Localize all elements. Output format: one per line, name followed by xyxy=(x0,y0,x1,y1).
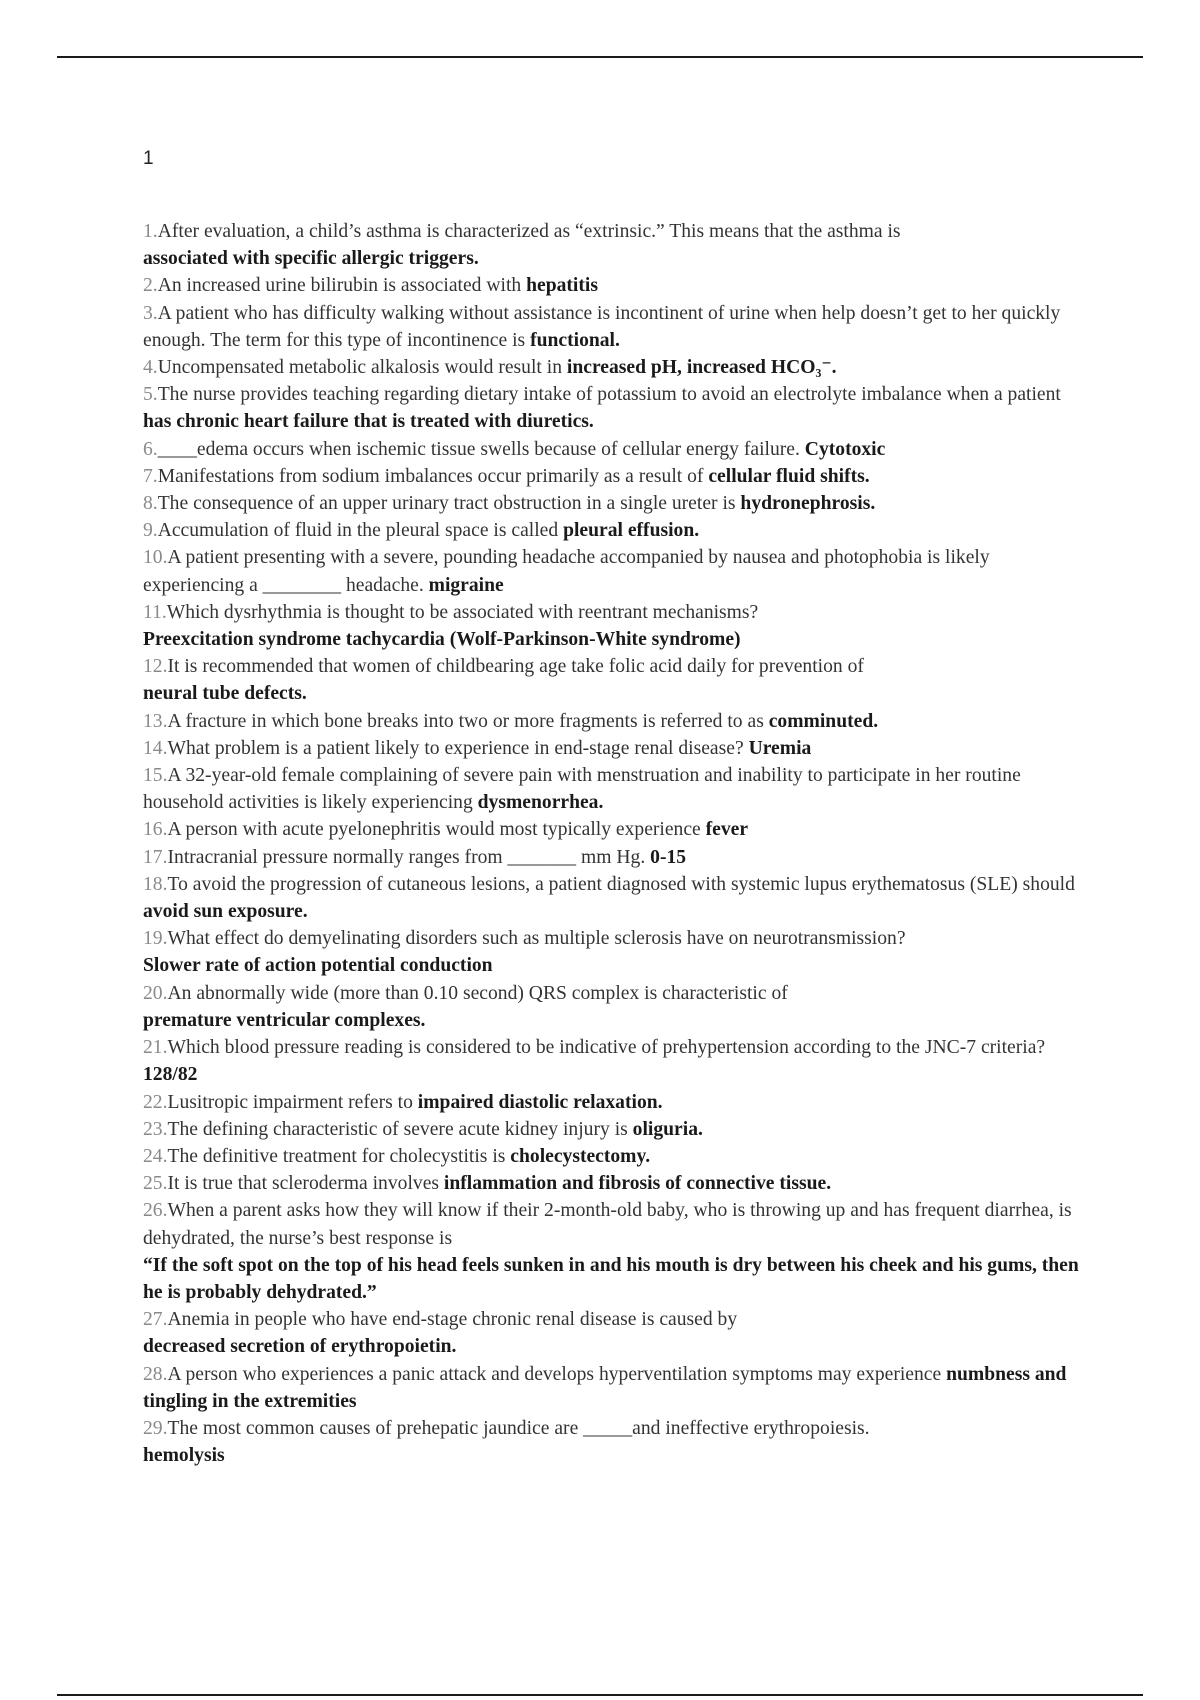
answer-text: pleural effusion. xyxy=(563,520,700,542)
question-text: What problem is a patient likely to experience in end-stage renal disease? xyxy=(167,737,749,759)
answer-text: dysmenorrhea. xyxy=(477,792,604,814)
question-number: 6. xyxy=(143,438,158,460)
question-item xyxy=(143,816,1093,843)
question-text: An increased urine bilirubin is associated with xyxy=(157,275,527,297)
question-item xyxy=(143,436,1093,463)
question-item xyxy=(143,925,1093,979)
question-number: 25. xyxy=(143,1173,168,1195)
question-number: 2. xyxy=(143,275,158,297)
question-item xyxy=(143,1170,1093,1197)
question-text: The consequence of an upper urinary tract obstruction in a single ureter is xyxy=(157,493,741,515)
question-item xyxy=(143,354,1093,381)
question-list xyxy=(143,218,1093,1469)
question-number: 15. xyxy=(143,765,168,787)
question-text: A person who experiences a panic attack and develops hyperventilation symptoms may experience xyxy=(167,1363,947,1385)
question-item xyxy=(143,218,1093,272)
answer-text: functional. xyxy=(530,329,620,351)
question-number: 23. xyxy=(143,1118,168,1140)
question-text: After evaluation, a child’s asthma is characterized as “extrinsic.” This means that the asthma is xyxy=(157,221,901,242)
question-item xyxy=(143,1197,1093,1306)
answer-text: premature ventricular complexes. xyxy=(143,1009,426,1031)
question-item xyxy=(143,463,1093,490)
question-number: 11. xyxy=(143,601,167,623)
answer-text: numbness and tingling in the extremities xyxy=(143,1363,1067,1412)
answer-text: comminuted. xyxy=(768,710,879,732)
answer-text: inflammation and fibrosis of connective tissue. xyxy=(443,1173,832,1195)
question-item xyxy=(143,708,1093,735)
question-number: 29. xyxy=(143,1417,168,1439)
question-text: Anemia in people who have end-stage chronic renal disease is caused by xyxy=(167,1309,738,1331)
question-number: 18. xyxy=(143,873,168,895)
question-item xyxy=(143,1361,1093,1415)
page-number: 1 xyxy=(143,148,154,169)
question-text: A person with acute pyelonephritis would most typically experience xyxy=(167,819,706,841)
question-text: Which dysrhythmia is thought to be associated with reentrant mechanisms? xyxy=(166,601,759,623)
question-item xyxy=(143,599,1093,653)
answer-text: hemolysis xyxy=(143,1445,225,1467)
question-number: 5. xyxy=(143,384,158,406)
question-text: The nurse provides teaching regarding dietary intake of potassium to avoid an electrolyte imbalance when a patient xyxy=(157,384,1061,406)
answer-text: avoid sun exposure. xyxy=(143,901,308,923)
question-number: 16. xyxy=(143,819,168,841)
question-number: 26. xyxy=(143,1200,168,1222)
question-number: 20. xyxy=(143,982,168,1004)
question-text: The most common causes of prehepatic jaundice are _____and ineffective erythropoiesis. xyxy=(167,1417,870,1439)
footer-rule xyxy=(57,1694,1143,1696)
answer-text: “If the soft spot on the top of his head feels sunken in and his mouth is dry between his cheek and his gums, then he is probably dehydrated.” xyxy=(143,1254,1079,1303)
question-text: Accumulation of fluid in the pleural space is called xyxy=(157,520,564,542)
question-number: 3. xyxy=(143,302,158,324)
question-item xyxy=(143,871,1093,925)
question-item xyxy=(143,1143,1093,1170)
question-text: It is true that scleroderma involves xyxy=(167,1173,444,1195)
question-item xyxy=(143,762,1093,816)
question-number: 7. xyxy=(143,465,158,487)
answer-text: 128/82 xyxy=(143,1064,198,1086)
question-text: What effect do demyelinating disorders such as multiple sclerosis have on neurotransmission? xyxy=(167,928,906,950)
question-item xyxy=(143,272,1093,299)
question-number: 10. xyxy=(143,547,168,569)
question-text: Which blood pressure reading is considered to be indicative of prehypertension according to the JNC-7 criteria? xyxy=(167,1037,1046,1059)
question-number: 21. xyxy=(143,1037,168,1059)
question-number: 28. xyxy=(143,1363,168,1385)
answer-text: cholecystectomy. xyxy=(510,1145,651,1167)
answer-text: Cytotoxic xyxy=(804,438,886,460)
question-number: 24. xyxy=(143,1145,168,1167)
question-text: A patient who has difficulty walking without assistance is incontinent of urine when help doesn’t get to her quickly enough. The term for this type of incontinence is xyxy=(143,302,1061,351)
question-item xyxy=(143,1415,1093,1469)
question-item xyxy=(143,1116,1093,1143)
question-text: Intracranial pressure normally ranges from _______ mm Hg. xyxy=(167,846,651,868)
question-number: 27. xyxy=(143,1309,168,1331)
answer-text: associated with specific allergic triggers. xyxy=(143,248,479,270)
answer-text: Slower rate of action potential conduction xyxy=(143,955,493,977)
question-number: 22. xyxy=(143,1091,168,1113)
question-number: 17. xyxy=(143,846,168,868)
question-text: A patient presenting with a severe, pounding headache accompanied by nausea and photophobia is likely experiencing a ________ headache. xyxy=(143,547,990,596)
question-text: A 32-year-old female complaining of severe pain with menstruation and inability to participate in her routine household activities is likely experiencing xyxy=(143,765,1021,814)
answer-text: decreased secretion of erythropoietin. xyxy=(143,1336,457,1358)
question-text: An abnormally wide (more than 0.10 second) QRS complex is characteristic of xyxy=(167,982,788,1004)
answer-text: 0-15 xyxy=(650,846,687,868)
question-item xyxy=(143,300,1093,354)
answer-text: neural tube defects. xyxy=(143,683,307,705)
question-number: 19. xyxy=(143,928,168,950)
question-text: The defining characteristic of severe acute kidney injury is xyxy=(167,1118,633,1140)
answer-text: fever xyxy=(705,819,749,841)
question-item xyxy=(143,490,1093,517)
answer-text: increased pH, increased HCO₃⁻. xyxy=(566,357,837,379)
question-text: To avoid the progression of cutaneous lesions, a patient diagnosed with systemic lupus erythematosus (SLE) should xyxy=(167,873,1075,895)
question-text: A fracture in which bone breaks into two or more fragments is referred to as xyxy=(167,710,769,732)
question-number: 13. xyxy=(143,710,168,732)
question-item xyxy=(143,735,1093,762)
question-number: 4. xyxy=(143,357,158,379)
answer-text: Preexcitation syndrome tachycardia (Wolf-Parkinson-White syndrome) xyxy=(143,629,741,651)
header-rule xyxy=(57,56,1143,58)
answer-text: has chronic heart failure that is treated with diuretics. xyxy=(143,411,594,433)
question-text: It is recommended that women of childbearing age take folic acid daily for prevention of xyxy=(167,656,864,678)
answer-text: migraine xyxy=(428,574,504,596)
question-text: ____edema occurs when ischemic tissue swells because of cellular energy failure. xyxy=(157,438,805,460)
answer-text: hydronephrosis. xyxy=(740,493,876,515)
answer-text: cellular fluid shifts. xyxy=(708,465,870,487)
question-item xyxy=(143,653,1093,707)
question-number: 1. xyxy=(143,221,158,242)
question-item xyxy=(143,381,1093,435)
question-number: 12. xyxy=(143,656,168,678)
answer-text: hepatitis xyxy=(526,275,598,297)
question-number: 8. xyxy=(143,493,158,515)
question-text: Lusitropic impairment refers to xyxy=(167,1091,418,1113)
question-item xyxy=(143,1306,1093,1360)
question-text: When a parent asks how they will know if their 2-month-old baby, who is throwing up and has frequent diarrhea, is dehydrated, the nurse’s best response is xyxy=(143,1200,1072,1249)
question-item xyxy=(143,980,1093,1034)
question-number: 9. xyxy=(143,520,158,542)
question-item xyxy=(143,1034,1093,1088)
question-item xyxy=(143,544,1093,598)
question-number: 14. xyxy=(143,737,168,759)
question-item xyxy=(143,1089,1093,1116)
answer-text: oliguria. xyxy=(632,1118,703,1140)
question-item xyxy=(143,517,1093,544)
question-item xyxy=(143,844,1093,871)
question-text: The definitive treatment for cholecystitis is xyxy=(167,1145,511,1167)
question-text: Manifestations from sodium imbalances occur primarily as a result of xyxy=(157,465,709,487)
answer-text: impaired diastolic relaxation. xyxy=(417,1091,663,1113)
answer-text: Uremia xyxy=(748,737,812,759)
question-text: Uncompensated metabolic alkalosis would result in xyxy=(157,357,567,379)
